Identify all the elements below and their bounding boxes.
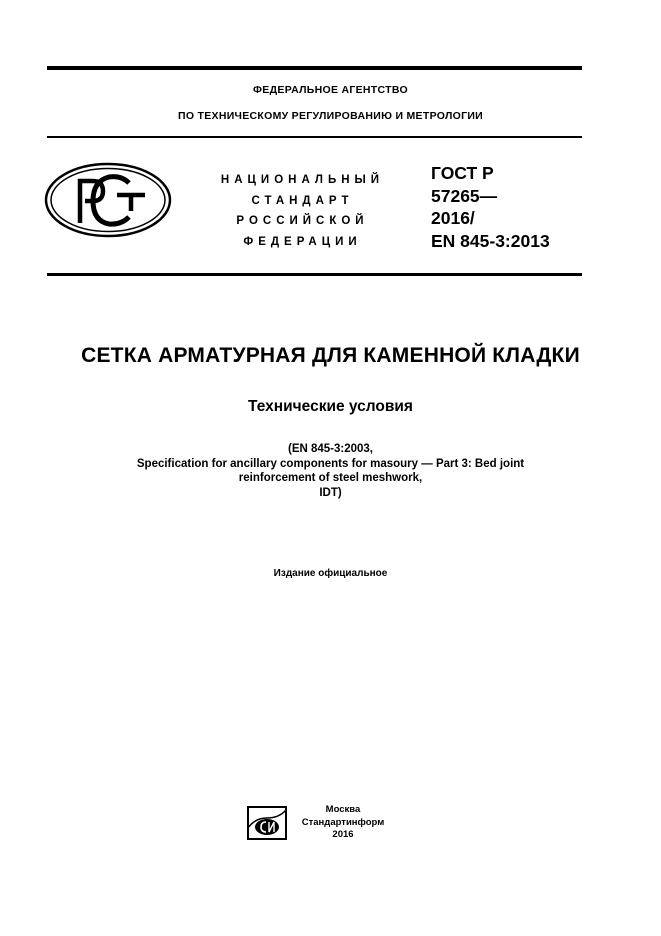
standard-type-line4: ФЕДЕРАЦИИ (243, 235, 362, 248)
reference-block (60, 442, 601, 500)
reference-line4: IDT) (319, 486, 342, 499)
top-rule-thick (47, 66, 582, 70)
agency-name-line1: ФЕДЕРАЛЬНОЕ АГЕНТСТВО (253, 84, 408, 96)
reference-line3: reinforcement of steel meshwork, (238, 472, 423, 484)
standard-type-block (210, 170, 395, 252)
standard-type-line1: НАЦИОНАЛЬНЫЙ (220, 174, 385, 186)
designation-line3: 2016/ (431, 208, 475, 228)
designation-line1: ГОСТ Р (431, 163, 494, 183)
designation-line4: EN 845-3:2013 (431, 230, 550, 251)
edition-label: Издание официальное (273, 568, 388, 579)
agency-name-line2: ПО ТЕХНИЧЕСКОМУ РЕГУЛИРОВАНИЮ И МЕТРОЛОГИИ (177, 110, 484, 122)
standard-designation (431, 162, 550, 252)
publisher-city: Москва (325, 804, 361, 815)
publisher-info (293, 804, 393, 842)
publisher-name: Стандартинформ (301, 816, 385, 828)
publisher-year: 2016 (332, 829, 354, 840)
standartinform-logo-icon (247, 806, 287, 840)
document-title: СЕТКА АРМАТУРНАЯ ДЛЯ КАМЕННОЙ КЛАДКИ (81, 344, 580, 367)
header-rule (47, 136, 582, 138)
standard-type-line2: СТАНДАРТ (251, 194, 354, 207)
designation-line2: 57265— (431, 185, 498, 206)
standard-type-line3: РОССИЙСКОЙ (236, 215, 369, 227)
rst-certification-mark-icon (43, 161, 173, 239)
document-subtitle: Технические условия (248, 398, 413, 415)
bottom-header-rule (47, 273, 582, 276)
reference-line2: Specification for ancillary components for masoury — Part 3: Bed joint (136, 457, 525, 470)
reference-line1: (EN 845-3:2003, (287, 443, 374, 455)
